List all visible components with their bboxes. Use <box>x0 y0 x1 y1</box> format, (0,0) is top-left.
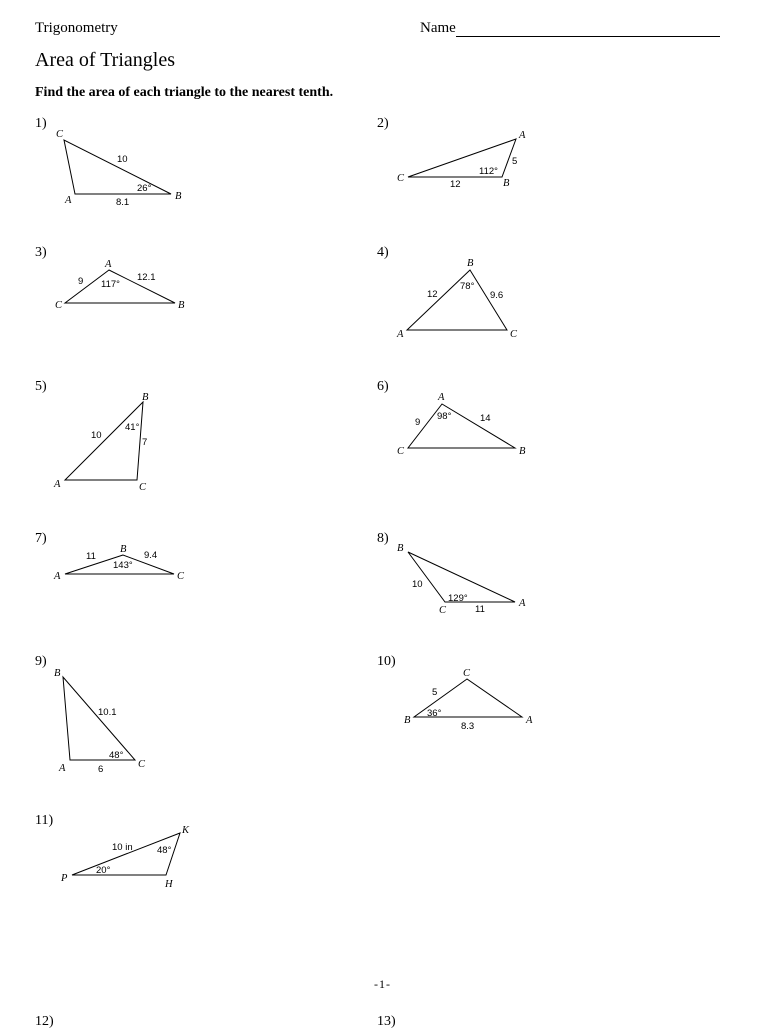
vertex-label: B <box>120 544 127 555</box>
side-label: 12 <box>450 179 461 190</box>
angle-label: 36° <box>427 708 442 719</box>
name-label: Name <box>420 20 456 36</box>
side-label: 9 <box>78 276 84 287</box>
triangle-outline <box>63 677 135 760</box>
problem-number: 9) <box>35 654 47 669</box>
vertex-label: C <box>397 446 405 457</box>
angle-label: 143° <box>113 560 133 571</box>
vertex-label: A <box>54 571 61 582</box>
vertex-label: P <box>61 873 68 884</box>
problem-number: 3) <box>35 245 47 260</box>
vertex-label: C <box>56 129 64 140</box>
problem-number-next-page: 13) <box>377 1014 396 1029</box>
triangle-outline <box>408 404 515 448</box>
triangle-diagram <box>397 392 526 457</box>
side-label: 12.1 <box>137 272 156 283</box>
vertex-label: C <box>397 173 405 184</box>
triangle-diagram <box>397 130 526 190</box>
triangle-outline <box>64 140 171 194</box>
vertex-label: B <box>178 300 185 311</box>
problem-number: 1) <box>35 116 47 131</box>
triangle-diagram <box>54 668 146 775</box>
vertex-label: B <box>519 446 526 457</box>
problem-number-next-page: 12) <box>35 1014 54 1029</box>
vertex-label: A <box>54 479 61 490</box>
problem-number: 6) <box>377 379 389 394</box>
vertex-label: B <box>467 258 474 269</box>
vertex-label: A <box>105 259 112 270</box>
side-label: 7 <box>142 437 148 448</box>
vertex-label: A <box>65 195 72 206</box>
course-subject: Trigonometry <box>35 20 118 36</box>
side-label: 14 <box>480 413 491 424</box>
worksheet-title: Area of Triangles <box>35 49 175 71</box>
problem-number: 11) <box>35 813 54 828</box>
problem-number: 2) <box>377 116 389 131</box>
vertex-label: C <box>139 482 147 493</box>
side-label: 10 <box>91 430 102 441</box>
side-label: 9.6 <box>490 290 504 301</box>
angle-label: 78° <box>460 281 475 292</box>
vertex-label: A <box>397 329 404 340</box>
side-label: 9.4 <box>144 550 158 561</box>
vertex-label: C <box>439 605 447 616</box>
angle-label: 117° <box>101 279 120 290</box>
angle-label: 41° <box>125 422 140 433</box>
angle-label: 48° <box>109 750 124 761</box>
side-label: 5 <box>512 156 518 167</box>
side-label: 10 <box>412 579 423 590</box>
angle-label: 98° <box>437 411 452 422</box>
page-number: -1- <box>374 977 391 991</box>
vertex-label: B <box>54 668 61 679</box>
problem-number: 5) <box>35 379 47 394</box>
triangle-diagram <box>53 392 149 493</box>
vertex-label: B <box>397 543 404 554</box>
side-label: 8.3 <box>461 721 475 732</box>
triangle-diagram <box>404 668 533 732</box>
side-label: 5 <box>432 687 438 698</box>
side-label: 12 <box>427 289 438 300</box>
side-label: 11 <box>86 551 96 562</box>
vertex-label: C <box>177 571 185 582</box>
vertex-label: A <box>438 392 445 403</box>
vertex-label: B <box>142 392 149 403</box>
triangle-diagram <box>53 544 185 582</box>
vertex-label: A <box>526 715 533 726</box>
side-label: 10 <box>117 154 128 165</box>
vertex-label: H <box>165 879 173 890</box>
vertex-label: K <box>182 825 190 836</box>
triangle-diagram <box>60 825 190 890</box>
vertex-label: B <box>175 191 182 202</box>
side-label: 9 <box>415 417 421 428</box>
side-label: 6 <box>98 764 104 775</box>
side-label: 11 <box>475 604 485 615</box>
angle-label: 26° <box>137 183 152 194</box>
vertex-label: A <box>519 598 526 609</box>
problem-number: 4) <box>377 245 389 260</box>
vertex-label: C <box>463 668 471 679</box>
vertex-label: C <box>55 300 63 311</box>
triangle-diagram <box>397 543 526 616</box>
angle-label: 48° <box>157 845 172 856</box>
problem-number: 10) <box>377 654 396 669</box>
angle-label: 129° <box>448 593 468 604</box>
instructions: Find the area of each triangle to the nearest tenth. <box>35 85 334 100</box>
angle-label: 20° <box>96 865 111 876</box>
vertex-label: B <box>404 715 411 726</box>
side-label: 10 in <box>112 842 133 853</box>
side-label: 8.1 <box>116 197 130 208</box>
triangle-diagram <box>396 258 518 340</box>
angle-label: 112° <box>479 166 498 177</box>
triangle-outline <box>408 139 516 177</box>
side-label: 10.1 <box>98 707 117 718</box>
vertex-label: A <box>59 763 66 774</box>
problem-number: 7) <box>35 531 47 546</box>
triangle-diagram <box>55 259 185 311</box>
vertex-label: C <box>138 759 146 770</box>
vertex-label: C <box>510 329 518 340</box>
vertex-label: B <box>503 178 510 189</box>
triangle-outline <box>65 402 143 480</box>
vertex-label: A <box>519 130 526 141</box>
problem-number: 8) <box>377 531 389 546</box>
triangle-diagram <box>56 129 182 208</box>
